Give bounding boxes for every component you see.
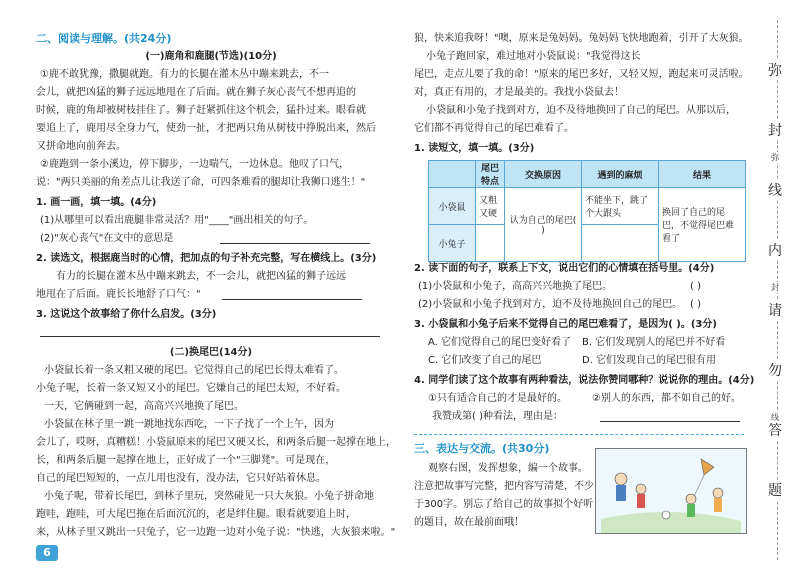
table-cell: 换回了自己的尾巴，不觉得尾巴难看了 — [659, 188, 746, 262]
margin-char: 勿 — [768, 360, 782, 380]
margin-char: 弥 — [768, 60, 782, 80]
passage2-line: 小袋鼠长着一条又粗又硬的尾巴。它觉得自己的尾巴长得太难看了。 — [44, 365, 344, 376]
answer-line[interactable] — [40, 336, 380, 337]
question-r1: 1. 读短文，填一填。(3分) — [414, 143, 535, 154]
table-header: 交换原因 — [505, 161, 582, 188]
question-2: 2. 读选文，根据鹿当时的心情，把加点的句子补充完整，写在横线上。(3分) — [36, 253, 377, 264]
binding-margin — [760, 0, 800, 570]
passage2-line: 长，和两条后腿一起撑在地上，正好成了一个"三脚凳"。可是现在， — [36, 455, 336, 466]
passage2-title: (二)换尾巴(14分) — [169, 347, 253, 358]
table-cell[interactable] — [582, 225, 659, 262]
question-r3: 3. 小袋鼠和小兔子后来不觉得自己的尾巴难看了，是因为( )。(3分) — [414, 319, 717, 330]
story-picture — [595, 448, 747, 534]
page-number: 6 — [36, 545, 58, 561]
passage2-line: 小袋鼠和小兔子找到对方，迫不及待地换回了自己的尾巴。从那以后， — [426, 105, 736, 116]
writing-prompt-line: 的题目，故在最前面哦！ — [414, 517, 524, 528]
margin-char: 题 — [768, 480, 782, 500]
table-header: 遇到的麻烦 — [582, 161, 659, 188]
passage2-line: 一天，它俩碰到一起，高高兴兴地换了尾巴。 — [44, 401, 244, 412]
margin-char: 请 — [768, 300, 782, 320]
question-2-text: 地甩在了后面。鹿长长地舒了口气：" — [36, 289, 201, 300]
margin-char: 线 — [768, 180, 782, 200]
margin-char: 答 — [768, 420, 782, 440]
passage2-line: 小袋鼠在林子里一跳一跳地找东西吃，一下子找了一个上午，因为 — [44, 419, 334, 430]
opinion-1: ①只有适合自己的才是最好的。 — [428, 393, 567, 404]
passage2-line: 狼，快来追我呀！"噢，原来是兔妈妈。兔妈妈飞快地跑着，引开了大灰狼。 — [414, 33, 749, 44]
question-3: 3. 这说这个故事给了你什么启发。(3分) — [36, 309, 217, 320]
table-cell[interactable]: 认为自己的尾巴( ) — [505, 188, 582, 262]
answer-table — [428, 160, 746, 262]
passage2-line: 它们都不再觉得自己的尾巴难看了。 — [414, 123, 574, 134]
opinion-2: ②别人的东西，都不如自己的好。 — [592, 393, 741, 404]
section-heading-writing: 三、表达与交流。(共30分) — [414, 442, 550, 455]
answer-line[interactable] — [600, 421, 740, 422]
passage2-line: 自己的尾巴短短的，一点儿用也没有，没办法，它只好站着休息。 — [36, 473, 326, 484]
margin-small-char: 线 — [771, 413, 779, 422]
question-1b: (2)"灰心丧气"在文中的意思是 — [40, 233, 174, 244]
table-header: 尾巴特点 — [476, 161, 505, 188]
table-header: 结果 — [659, 161, 746, 188]
writing-prompt-line: 观察右图，发挥想象，编一个故事。 — [428, 463, 588, 474]
paren-blank[interactable]: ( ) — [690, 299, 701, 310]
answer-line[interactable] — [222, 299, 362, 300]
passage2-line: 尾巴，走点儿要了我的命！"原来的尾巴多好，又轻又短，跑起来可灵活啦。 — [414, 69, 749, 80]
passage1-title: (一)鹿角和鹿腿(节选)(10分) — [145, 51, 277, 62]
table-cell: 不能坐下，跳了个大跟头 — [582, 188, 659, 225]
passage1-line: ②鹿跑到一条小溪边，停下脚步，一边喘气，一边休息。他叹了口气， — [40, 159, 349, 170]
choice-d[interactable]: D. 它们发现自己的尾巴很有用 — [582, 355, 717, 366]
table-header — [429, 161, 476, 188]
paren-blank[interactable]: ( ) — [690, 281, 701, 292]
question-r4: 4. 同学们读了这个故事有两种看法，说法你赞同哪种？说说你的理由。(4分) — [414, 375, 755, 386]
question-1: 1. 画一画，填一填。(4分) — [36, 197, 157, 208]
passage1-line: 会儿，就把凶猛的狮子远远地甩在了后面。就在狮子灰心丧气不想再追的 — [36, 87, 356, 98]
passage2-line: 跑哇，跑哇，可大尾巴拖在后面沉沉的，老是绊住腿。眼看就要追上时， — [36, 509, 356, 520]
choice-b[interactable]: B. 它们发现别人的尾巴并不好看 — [582, 337, 726, 348]
margin-char: 内 — [768, 240, 782, 260]
table-cell[interactable] — [476, 225, 505, 262]
margin-char: 封 — [768, 120, 782, 140]
question-r2b: (2)小袋鼠和小兔子找到对方，迫不及待地换回自己的尾巴。 — [418, 299, 683, 310]
passage2-line: 小兔子呢，带着长尾巴，到林子里玩，突然碰见一只大灰狼。小兔子拼命地 — [44, 491, 374, 502]
table-cell: 又粗又硬 — [476, 188, 505, 225]
choice-a[interactable]: A. 它们觉得自己的尾巴变好看了 — [428, 337, 572, 348]
passage1-line: 要追上了，鹿用尽全身力气，使劲一扯，才把两只角从树枝中挣脱出来，然后 — [36, 123, 376, 134]
passage2-line: 小兔子呢，长着一条又短又小的尾巴。它嫌自己的尾巴太短，不好看。 — [36, 383, 346, 394]
passage1-line: 又拼命地向前奔去。 — [36, 141, 126, 152]
passage2-line: 来，从林子里又跳出一只兔子，它一边跑一边对小兔子说："快逃，大灰狼来啦。" — [36, 527, 396, 538]
opinion-answer: 我赞成第( )种看法，理由是： — [432, 411, 563, 422]
answer-line[interactable] — [220, 243, 370, 244]
passage2-line: 对，真正有用的，才是最美的。我找小袋鼠去！ — [414, 87, 624, 98]
divider — [414, 434, 744, 435]
margin-small-char: 封 — [771, 283, 779, 292]
writing-prompt-line: 注意把故事写完整，把内容写清楚，不少 — [414, 481, 594, 492]
question-1a: (1)从哪里可以看出鹿腿非常灵活？用"____"画出相关的句子。 — [40, 215, 314, 226]
question-r2: 2. 读下面的句子，联系上下文，说出它们的心情填在括号里。(4分) — [414, 263, 715, 274]
passage1-line: 时候，鹿的角却被树枝挂住了。狮子赶紧抓住这个机会，猛扑过来。眼看就 — [36, 105, 366, 116]
passage1-line: ①鹿不敢犹豫，撒腿就跑。有力的长腿在灌木丛中蹦来跳去，不一 — [40, 69, 329, 80]
passage1-line: 说："两只美丽的角差点儿让我送了命，可四条难看的腿却让我狮口逃生！" — [36, 177, 366, 188]
question-r2a: (1)小袋鼠和小兔子，高高兴兴地换了尾巴。 — [418, 281, 613, 292]
writing-prompt-line: 于300字。别忘了给自己的故事拟个好听 — [414, 499, 594, 510]
passage2-line: 小兔子跑回家，难过地对小袋鼠说："我觉得这长 — [426, 51, 641, 62]
table-row-head: 小袋鼠 — [429, 188, 476, 225]
question-2-text: 有力的长腿在灌木丛中蹦来跳去，不一会儿，就把凶猛的狮子远远 — [56, 271, 346, 282]
choice-c[interactable]: C. 它们改变了自己的尾巴 — [428, 355, 542, 366]
passage2-line: 会儿了，哎呀，真糟糕！小袋鼠原来的尾巴又硬又长，和两条后腿一起撑在地上， — [36, 437, 396, 448]
margin-small-char: 弥 — [771, 153, 779, 162]
section-heading-reading: 二、阅读与理解。(共24分) — [36, 32, 172, 45]
table-row-head: 小兔子 — [429, 225, 476, 262]
